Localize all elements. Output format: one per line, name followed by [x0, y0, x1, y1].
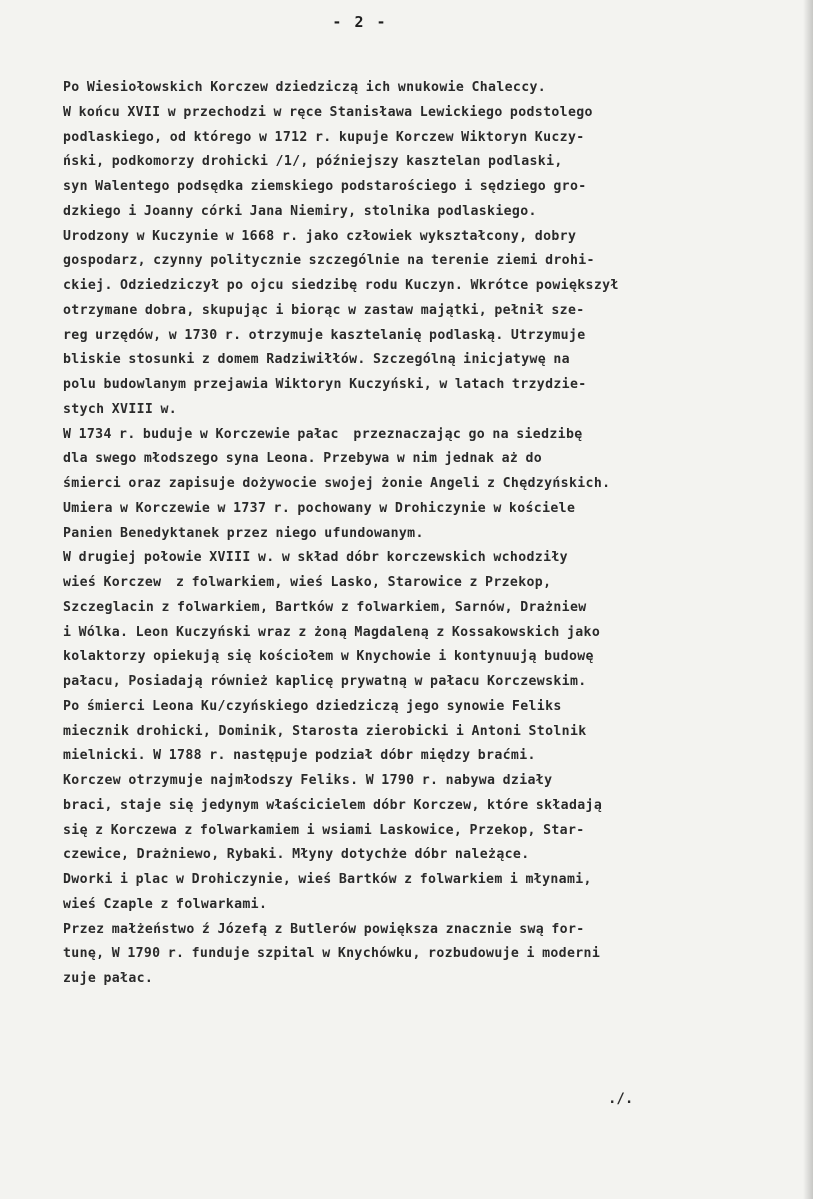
text-line: Przez małżeństwo ź Józefą z Butlerów powiększa znacznie swą for- [63, 921, 585, 937]
text-line: Dworki i plac w Drohiczynie, wieś Bartków z folwarkiem i młynami, [63, 872, 592, 887]
text-line: wieś Czaple z folwarkami. [63, 896, 268, 912]
text-line: miecznik drohicki, Dominik, Starosta zierobicki i Antoni Stolnik [63, 723, 587, 739]
text-line: czewice, Drażniewo, Rybaki. Młyny dotychże dóbr należące. [63, 847, 530, 863]
typed-text-body [63, 76, 793, 992]
text-line: Urodzony w Kuczynie w 1668 r. jako człowiek wykształcony, dobry [63, 228, 577, 244]
text-line: Po Wiesiołowskich Korczew dziedziczą ich wnukowie Chaleccy. [63, 80, 547, 95]
text-line: Korczew otrzymuje najmłodszy Feliks. W 1790 r. nabywa działy [63, 773, 553, 788]
text-line: W 1734 r. buduje w Korczewie pałac przeznaczając go na siedzibę [63, 426, 583, 442]
text-line: i Wólka. Leon Kuczyński wraz z żoną Magdaleną z Kossakowskich jako [63, 624, 601, 640]
text-line: wieś Korczew z folwarkiem, wieś Lasko, Starowice z Przekop, [63, 575, 552, 590]
text-line: bliskie stosunki z domem Radziwiłłów. Szczególną inicjatywę na [63, 352, 570, 368]
text-line: tunę, W 1790 r. funduje szpital w Knychówku, rozbudowuje i moderni [63, 946, 601, 962]
continuation-mark: ./. [608, 1091, 634, 1107]
text-line: W drugiej połowie XVIII w. w skład dóbr korczewskich wchodziły [63, 550, 568, 566]
text-line: ński, podkomorzy drohicki /1/, późniejszy kasztelan podlaski, [63, 154, 563, 170]
text-line: otrzymane dobra, skupując i biorąc w zastaw majątki, pełnił sze- [63, 302, 585, 318]
text-line: braci, staje się jedynym właścicielem dóbr Korczew, które składają [63, 797, 603, 813]
text-line: się z Korczewa z folwarkamiem i wsiami Laskowice, Przekop, Star- [63, 822, 585, 838]
text-line: dla swego młodszego syna Leona. Przebywa w nim jednak aż do [63, 451, 543, 467]
text-line: Umiera w Korczewie w 1737 r. pochowany w Drohiczynie w kościele [63, 500, 576, 516]
text-line: podlaskiego, od którego w 1712 r. kupuje Korczew Wiktoryn Kuczy- [63, 129, 585, 145]
text-line: Szczeglacin z folwarkiem, Bartków z folwarkiem, Sarnów, Drażniew [63, 599, 587, 615]
text-line: reg urzędów, w 1730 r. otrzymuje kasztelanię podlaską. Utrzymuje [63, 327, 586, 343]
text-line: mielnicki. W 1788 r. następuje podział dóbr między braćmi. [63, 748, 536, 764]
text-line: Panien Benedyktanek przez niego ufundowanym. [63, 525, 424, 541]
text-line: polu budowlanym przejawia Wiktoryn Kuczyński, w latach trzydzie- [63, 377, 587, 392]
text-line: ckiej. Odziedziczył po ojcu siedzibę rodu Kuczyn. Wkrótce powiększył [63, 278, 619, 293]
text-line: gospodarz, czynny politycznie szczególnie na terenie ziemi drohi- [63, 253, 595, 269]
page-number: - 2 - [332, 13, 388, 31]
page-edge-shadow [803, 0, 813, 1199]
text-line: zuje pałac. [63, 971, 154, 986]
text-line: kolaktorzy opiekują się kościołem w Knychowie i kontynuują budowę [63, 649, 594, 665]
text-line: Po śmierci Leona Ku/czyńskiego dziedziczą jego synowie Feliks [63, 698, 562, 714]
text-line: dzkiego i Joanny córki Jana Niemiry, stolnika podlaskiego. [63, 203, 537, 219]
text-line: syn Walentego podsędka ziemskiego podstarościego i sędziego gro- [63, 179, 587, 194]
text-line: śmierci oraz zapisuje dożywocie swojej żonie Angeli z Chędzyńskich. [63, 476, 611, 491]
text-line: stych XVIII w. [63, 401, 178, 417]
text-line: pałacu, Posiadają również kaplicę prywatną w pałacu Korczewskim. [63, 674, 587, 689]
text-line: W końcu XVII w przechodzi w ręce Stanisława Lewickiego podstolego [63, 104, 593, 120]
